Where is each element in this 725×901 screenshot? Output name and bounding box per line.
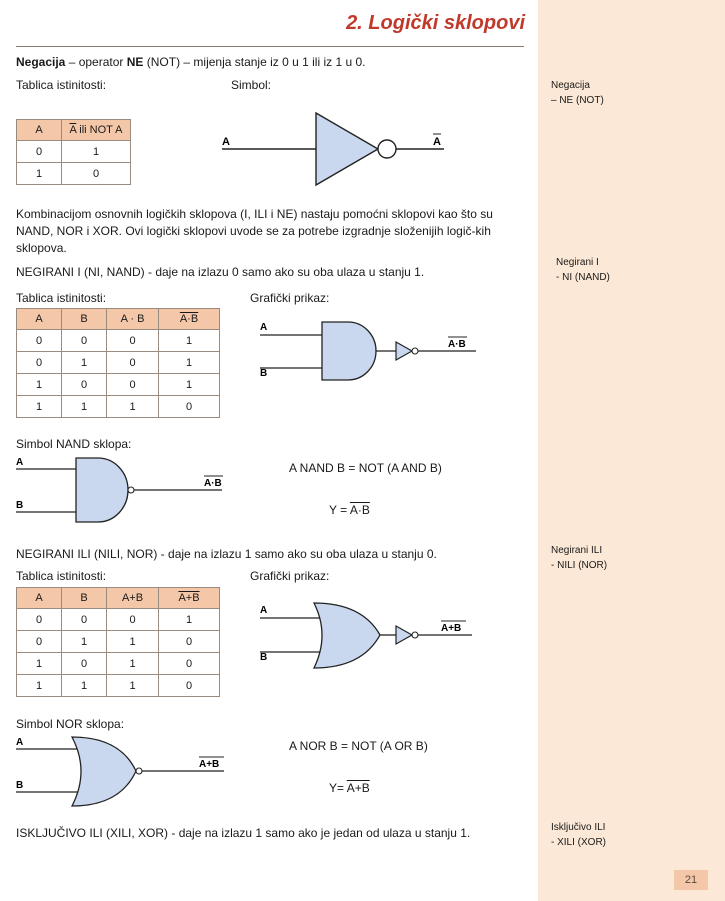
negacija-text-b: (NOT) – mijenja stanje iz 0 u 1 ili iz 1 u 0. (143, 55, 366, 69)
table-header-row (17, 309, 220, 330)
table-cell: 0 (107, 330, 159, 352)
nand-bubble (128, 487, 134, 493)
negacija-symbol-label: Simbol: (231, 78, 272, 92)
table-header-cell: A · B (107, 309, 159, 330)
nor-description: NEGIRANI ILI (NILI, NOR) - daje na izlazu 1 samo ako su oba ulaza u stanju 0. (16, 547, 437, 561)
table-header-cell: A (17, 120, 62, 141)
table-row (17, 631, 220, 653)
table-cell: 0 (107, 352, 159, 374)
table-header-cell: B (62, 309, 107, 330)
table-cell: 1 (107, 396, 159, 418)
nand-gate-body (76, 458, 128, 522)
table-cell: 0 (17, 352, 62, 374)
nor-graphic-label-a: A (260, 605, 268, 616)
nor-gate-body (72, 737, 136, 806)
sidebar-nor-sub: - NILI (NOR) (551, 560, 608, 571)
or-gate-body (314, 603, 380, 668)
nor-table-label: Tablica istinitosti: (16, 569, 107, 583)
table-cell: 0 (17, 631, 62, 653)
sidebar-nand-sub: - NI (NAND) (556, 272, 610, 283)
table-cell: 0 (159, 631, 220, 653)
sidebar-nand-title: Negirani I (556, 257, 599, 268)
nor-y-prefix: Y= (329, 781, 347, 795)
table-cell: 1 (159, 352, 220, 374)
table-cell: 0 (62, 330, 107, 352)
sidebar-xor-title: Isključivo ILI (551, 822, 606, 833)
nand-y-prefix: Y = (329, 503, 350, 517)
table-row (17, 609, 220, 631)
sidebar-xor-sub: - XILI (XOR) (551, 837, 607, 848)
nor-truth-table (16, 587, 220, 697)
table-cell: 0 (159, 675, 220, 697)
nor-symbol-label-b: B (16, 780, 24, 791)
sidebar-nor-title: Negirani ILI (551, 545, 603, 556)
sidebar-negacija-sub: – NE (NOT) (551, 95, 604, 106)
nand-description: NEGIRANI I (NI, NAND) - daje na izlazu 0 samo ako su oba ulaza u stanju 1. (16, 265, 425, 279)
not-bubble (378, 140, 396, 158)
sidebar-note-nor (551, 543, 607, 573)
table-cell: 1 (62, 141, 131, 163)
and-gate-body (322, 322, 376, 380)
nand-symbol-output-label: A·B (204, 478, 222, 489)
table-cell: 0 (159, 396, 220, 418)
nor-graphic-or-not (256, 598, 486, 674)
negacija-operator: NE (126, 55, 144, 69)
table-cell: 1 (107, 631, 159, 653)
nor-symbol-output-label: A+B (199, 759, 220, 770)
nor-graphic-output-label: A+B (441, 623, 462, 634)
table-cell: 0 (107, 609, 159, 631)
negacija-text-a: – operator (65, 55, 127, 69)
table-cell: 0 (62, 653, 107, 675)
nand-gate-symbol (12, 452, 232, 527)
nor-header-overline: A+B (178, 592, 200, 604)
nand-truth-table (16, 308, 220, 418)
nor-symbol-label-a: A (16, 737, 24, 748)
table-cell: 0 (17, 330, 62, 352)
nor-y-expr: A+B (346, 781, 370, 795)
table-cell: 0 (159, 653, 220, 675)
table-row (17, 374, 220, 396)
not-gate-symbol (218, 105, 448, 190)
sidebar-note-xor (551, 820, 606, 850)
table-cell: 0 (62, 609, 107, 631)
table-row (17, 330, 220, 352)
table-row (17, 653, 220, 675)
nand-header-overline: A·B (179, 313, 199, 325)
not-truth-table (16, 119, 131, 185)
nor-graphic-label-b: B (260, 652, 268, 663)
sidebar-note-negacija (551, 78, 604, 108)
nand-symbol-label-a: A (16, 457, 24, 468)
not-output-label: A (433, 136, 441, 148)
table-cell: 1 (17, 675, 62, 697)
table-header-cell: A (17, 588, 62, 609)
small-not-bubble (412, 348, 418, 354)
not-triangle (316, 113, 378, 185)
sidebar-negacija-title: Negacija (551, 80, 590, 91)
nand-symbol-label: Simbol NAND sklopa: (16, 437, 132, 451)
nor-graphic-label: Grafički prikaz: (250, 569, 330, 583)
nand-graphic-and-not (256, 316, 486, 386)
table-cell: 0 (107, 374, 159, 396)
table-cell: 1 (62, 631, 107, 653)
nand-graphic-label-b: B (260, 368, 268, 379)
table-cell: 1 (107, 653, 159, 675)
table-row (17, 163, 131, 185)
page-number: 21 (674, 870, 708, 890)
small-not-bubble (412, 632, 418, 638)
nor-symbol-label: Simbol NOR sklopa: (16, 717, 125, 731)
table-header-cell: A+B (107, 588, 159, 609)
nor-formula: A NOR B = NOT (A OR B) (289, 739, 428, 753)
table-cell: 1 (62, 352, 107, 374)
table-cell: 1 (159, 330, 220, 352)
xor-description: ISKLJUČIVO ILI (XILI, XOR) - daje na izlazu 1 samo ako je jedan od ulaza u stanju 1. (16, 826, 471, 840)
table-row (17, 675, 220, 697)
table-cell: 1 (17, 653, 62, 675)
nand-graphic-label-a: A (260, 322, 268, 333)
nor-y-expression (329, 780, 370, 796)
table-row (17, 396, 220, 418)
margin-column (538, 0, 725, 901)
table-cell: 0 (62, 374, 107, 396)
table-header-row (17, 588, 220, 609)
nand-graphic-output-label: A·B (448, 339, 466, 350)
small-not-triangle (396, 626, 412, 644)
table-row (17, 141, 131, 163)
table-header-cell (62, 120, 131, 141)
negacija-definition (16, 54, 366, 70)
nor-bubble (136, 768, 142, 774)
table-cell: 0 (62, 163, 131, 185)
table-cell: 1 (159, 609, 220, 631)
table-cell: 1 (159, 374, 220, 396)
table-header-cell (159, 588, 220, 609)
table-cell: 1 (62, 396, 107, 418)
table-cell: 1 (62, 675, 107, 697)
not-header-a-bar: $\overline{A}$ (69, 124, 77, 136)
table-header-row (17, 120, 131, 141)
not-input-label: A (222, 136, 230, 148)
title-divider (16, 46, 524, 47)
nand-y-expr: A·B (349, 503, 370, 517)
not-header-text: ili NOT A (76, 124, 123, 136)
table-cell: 1 (17, 396, 62, 418)
negacija-table-label: Tablica istinitosti: (16, 78, 107, 92)
table-header-cell: A (17, 309, 62, 330)
page-title: 2. Logički sklopovi (346, 12, 525, 34)
nand-formula: A NAND B = NOT (A AND B) (289, 461, 442, 475)
table-cell: 1 (107, 675, 159, 697)
table-row (17, 352, 220, 374)
intro-paragraph: Kombinacijom osnovnih logičkih sklopova (I, ILI i NE) nastaju pomoćni sklopovi kao što su NAND, NOR i XOR. Ovi logički sklopovi uvode se za potrebe izgradnje složenijih logič-kih sklopova. (16, 207, 493, 255)
table-cell: 0 (17, 609, 62, 631)
table-header-cell: B (62, 588, 107, 609)
nand-symbol-label-b: B (16, 500, 24, 511)
table-header-cell (159, 309, 220, 330)
nand-y-expression (329, 502, 370, 518)
nand-table-label: Tablica istinitosti: (16, 291, 107, 305)
negacija-term: Negacija (16, 55, 66, 69)
sidebar-note-nand (556, 255, 610, 285)
table-cell: 1 (17, 163, 62, 185)
nor-gate-symbol (12, 732, 232, 812)
nand-graphic-label: Grafički prikaz: (250, 291, 330, 305)
table-cell: 1 (17, 374, 62, 396)
small-not-triangle (396, 342, 412, 360)
table-cell: 0 (17, 141, 62, 163)
